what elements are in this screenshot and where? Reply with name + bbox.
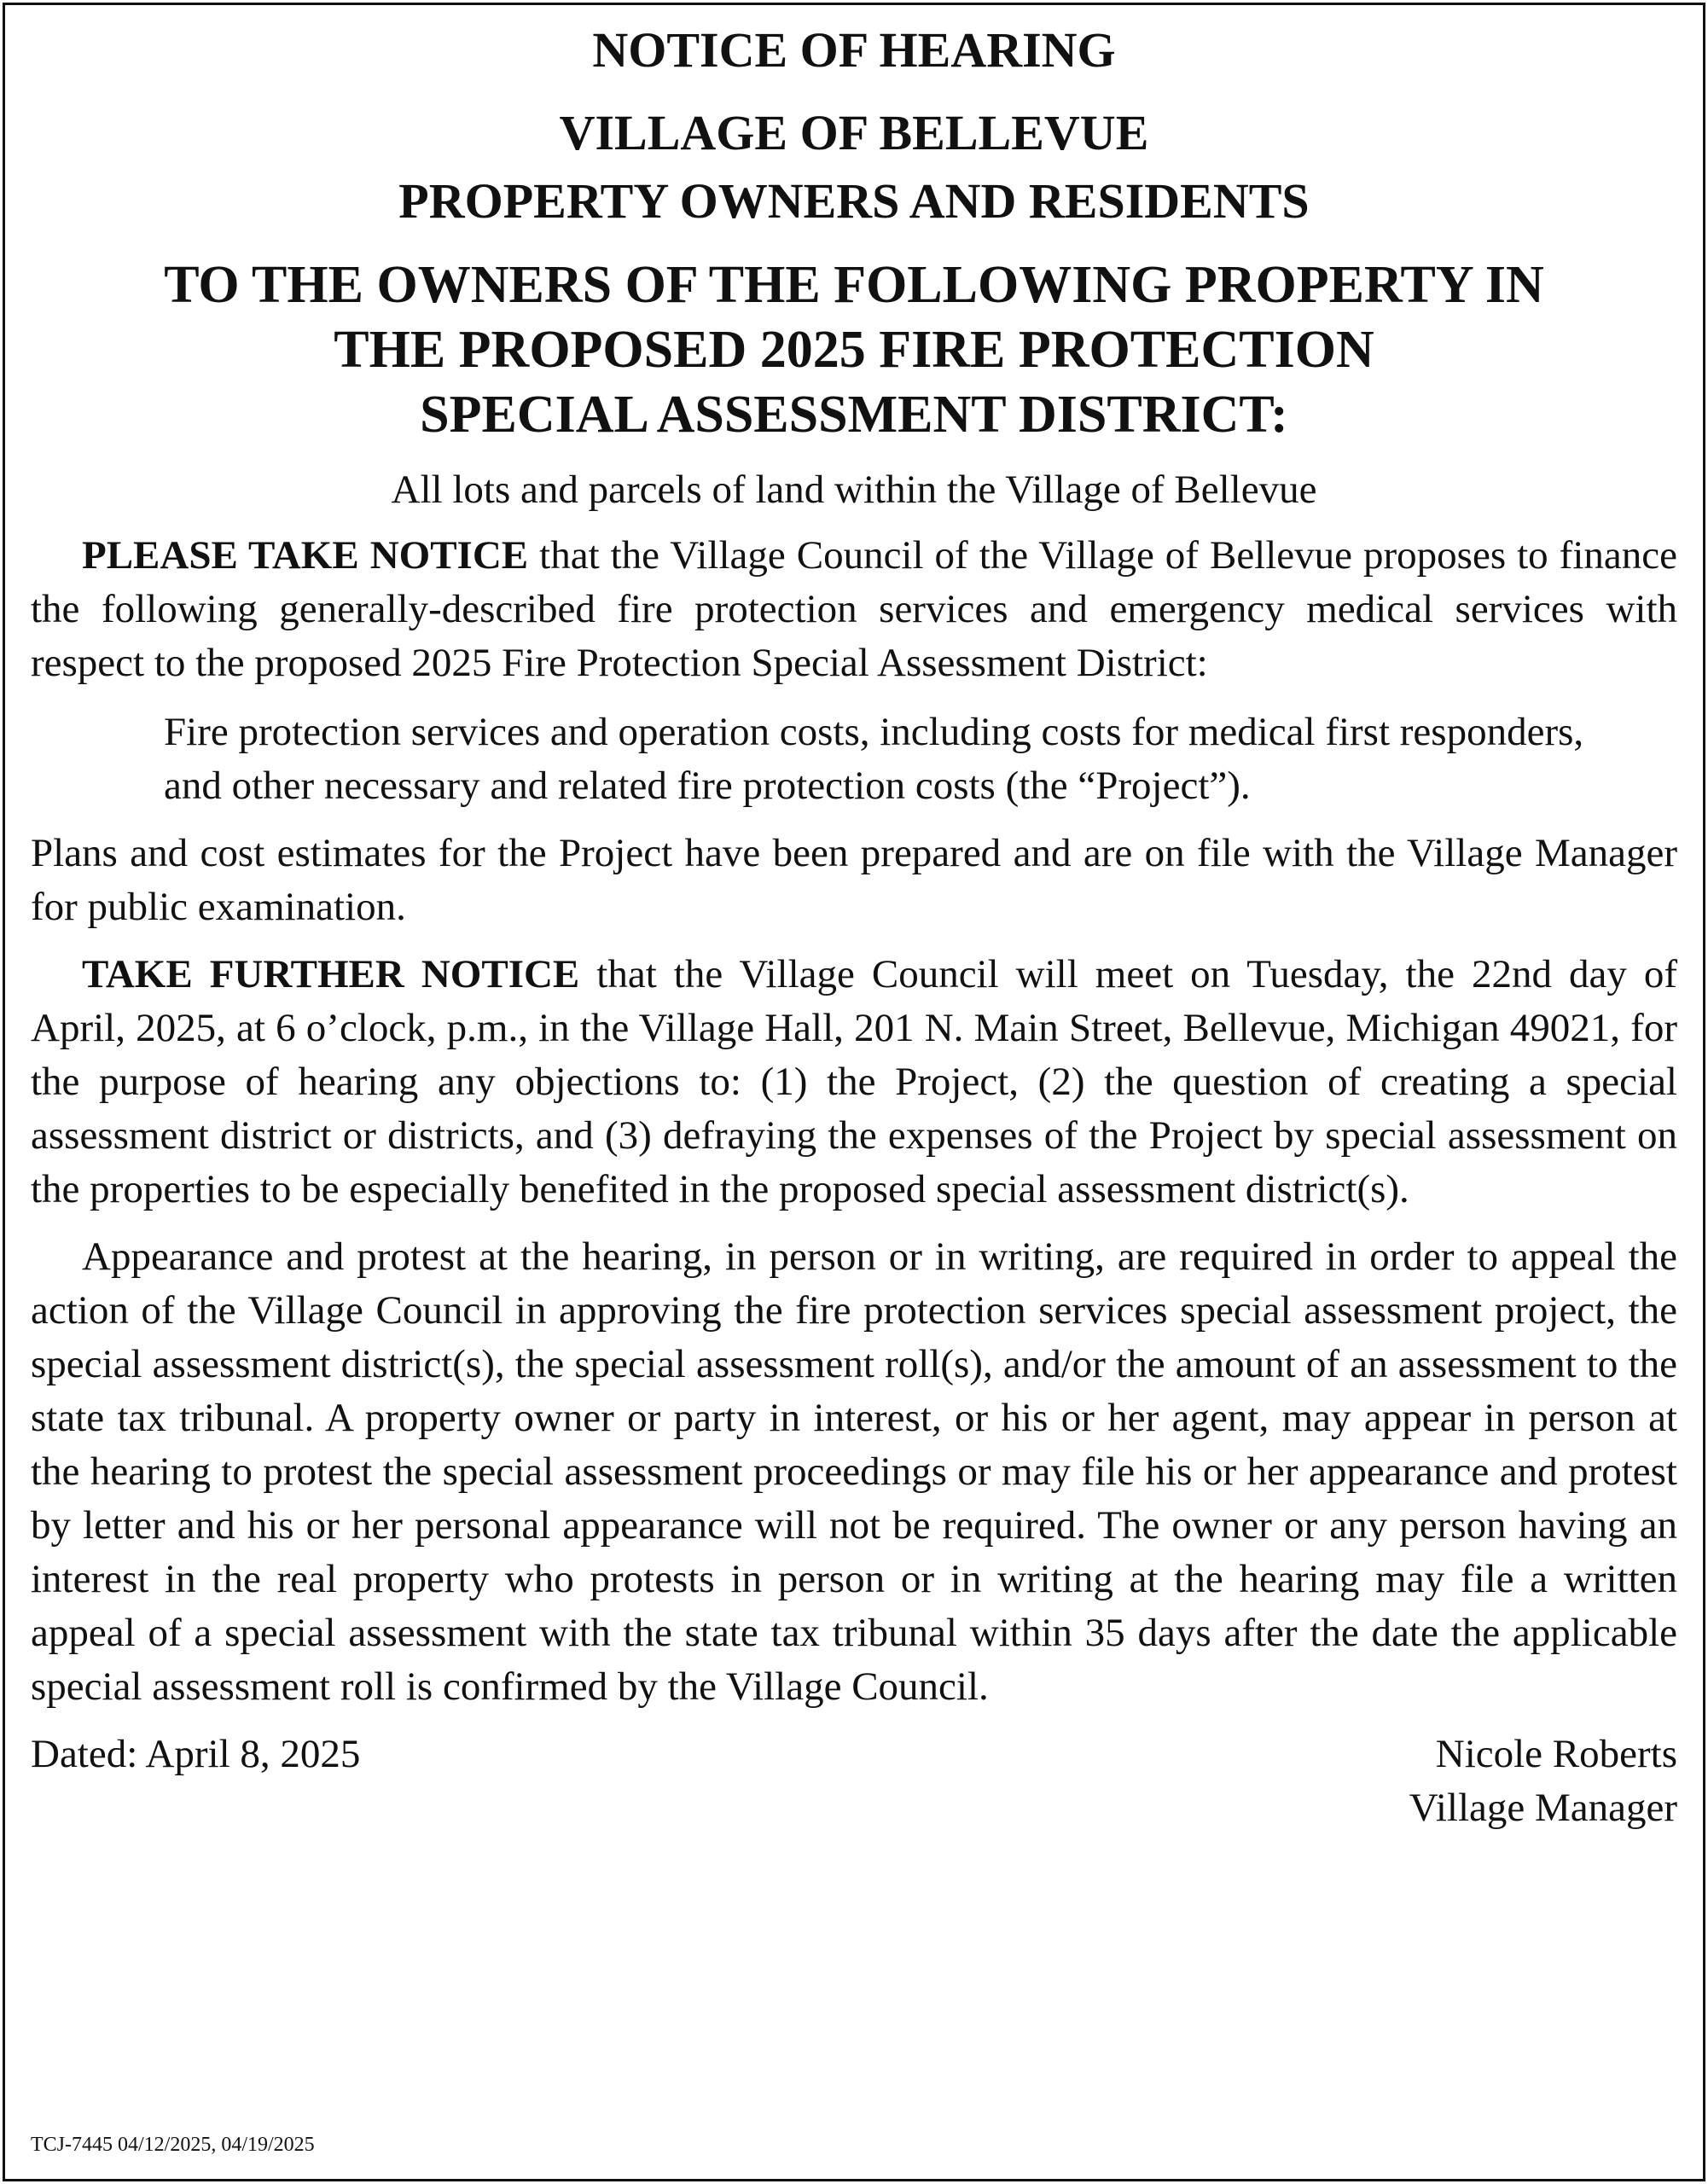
organization-line-1: VILLAGE OF BELLEVUE bbox=[559, 105, 1149, 160]
organization-line-2: PROPERTY OWNERS AND RESIDENTS bbox=[398, 173, 1310, 229]
district-heading-line-3: SPECIAL ASSESSMENT DISTRICT: bbox=[420, 386, 1288, 444]
district-heading bbox=[31, 253, 1677, 447]
publication-reference: TCJ-7445 04/12/2025, 04/19/2025 bbox=[31, 2134, 315, 2156]
paragraph-further-notice-text: that the Village Council will meet on Tuesday, the 22nd day of April, 2025, at 6 o’clock, p.m., in the Village Hall, 201 N. Main Street, Bellevue, Michigan 49021, for the purpose of hearing any objections to: (1) the Project, (2) the question of creating a special assessment district or districts, and (3) defraying the expenses of the Project by special assessment on the properties to be especially benefited in the proposed special assessment district(s). bbox=[31, 952, 1677, 1211]
district-heading-line-1: TO THE OWNERS OF THE FOLLOWING PROPERTY IN bbox=[164, 256, 1544, 314]
organization-heading bbox=[31, 99, 1677, 235]
signature-block bbox=[1409, 1728, 1677, 1835]
district-heading-line-2: THE PROPOSED 2025 FIRE PROTECTION bbox=[334, 321, 1374, 379]
notice-frame bbox=[3, 3, 1705, 2181]
paragraph-notice bbox=[31, 529, 1677, 690]
paragraph-notice-text: that the Village Council of the Village of Bellevue proposes to finance the following generally-described fire protection services and emergency medical services with respect to the proposed 2025 Fire Protection Special Assessment District: bbox=[31, 533, 1677, 685]
notice-title: NOTICE OF HEARING bbox=[592, 22, 1116, 78]
notice-content bbox=[31, 5, 1677, 2179]
project-description: Fire protection services and operation costs, including costs for medical first responders, and other necessary and related fire protection costs (the “Project”). bbox=[164, 710, 1584, 808]
district-subheading: All lots and parcels of land within the Village of Bellevue bbox=[391, 468, 1317, 512]
paragraph-further-notice bbox=[31, 948, 1677, 1217]
paragraph-appeal: Appearance and protest at the hearing, in person or in writing, are required in order to appeal the action of the Village Council in approving the fire protection services special assessment project, the special assessment district(s), the special assessment roll(s), and/or the amount of an assessment to the state tax tribunal. A property owner or party in interest, or his or her agent, may appear in person at the hearing to protest the special assessment proceedings or may file his or her appearance and protest by letter and his or her personal appearance will not be required. The owner or any person having an interest in the real property who protests in person or in writing at the hearing may file a written appeal of a special assessment with the state tax tribunal within 35 days after the date the applicable special assessment roll is confirmed by the Village Council. bbox=[31, 1234, 1677, 1709]
paragraph-notice-lead: PLEASE TAKE NOTICE bbox=[82, 533, 529, 578]
signer-name: Nicole Roberts bbox=[1435, 1732, 1677, 1776]
signature-row bbox=[31, 1728, 1677, 1838]
paragraph-plans: Plans and cost estimates for the Project have been prepared and are on file with the Village Manager for public examination. bbox=[31, 831, 1677, 929]
signer-title: Village Manager bbox=[1409, 1786, 1677, 1830]
paragraph-further-notice-lead: TAKE FURTHER NOTICE bbox=[82, 952, 580, 996]
dated-line: Dated: April 8, 2025 bbox=[31, 1732, 361, 1776]
